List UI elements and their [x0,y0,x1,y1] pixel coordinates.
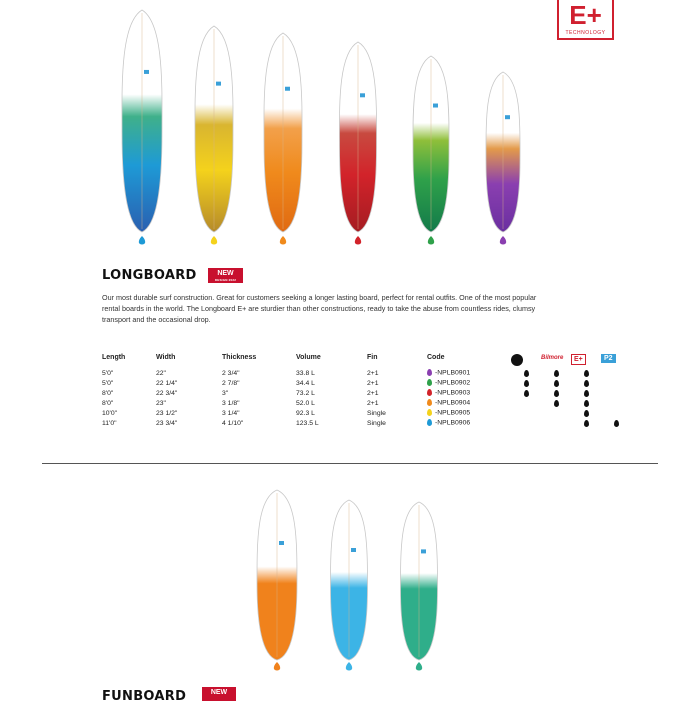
spec-fin: 2+1 [367,399,379,407]
header-tech-bilmore [541,354,571,368]
header-fin: Fin [367,354,378,361]
funboard-images [0,480,700,680]
board-logo-icon [285,87,290,91]
availability-drop-icon [554,400,559,407]
tech-availability-cell [571,388,601,398]
board-logo-icon [351,548,356,552]
tech-availability-cell [571,368,601,378]
longboard-specs [102,354,631,428]
new-badge [208,268,243,283]
color-drop-icon [428,236,434,245]
color-drop-icon [139,236,145,245]
tech-availability-cell [571,398,601,408]
header-length: Length [102,354,126,361]
tech-availability-cell [511,368,541,378]
spec-length: 11'0" [102,419,117,427]
availability-drop-icon [584,420,589,427]
color-drop-icon [416,662,422,671]
tech-availability-cell [541,378,571,388]
spec-header-row [102,354,631,368]
longboard-description [102,292,612,325]
availability-drop-icon [554,380,559,387]
spec-fin: 2+1 [367,379,379,387]
spec-row [102,408,631,418]
color-drop-icon [274,662,280,671]
availability-drop-icon [584,380,589,387]
tech-availability-cell [601,368,631,378]
tech-availability-cell [541,368,571,378]
description-line: rental boards in the world. The Longboard E+ are sturdier than other constructions, ready to take the abuse from countless rides, clumsy [102,304,536,313]
spec-volume: 34.4 L [296,379,315,387]
spec-length: 10'0" [102,409,118,417]
tech-availability-cell [601,408,631,418]
spec-row [102,368,631,378]
color-drop-icon [427,409,432,416]
header-thickness: Thickness [222,354,257,361]
spec-row [102,378,631,388]
longboard-gallery [0,0,700,250]
spec-width: 23 3/4" [156,419,178,427]
color-drop-icon [280,236,286,245]
board-logo-icon [216,82,221,86]
spec-width: 23" [156,399,166,407]
availability-drop-icon [524,390,529,397]
spec-thickness: 3" [222,389,229,397]
board-logo-icon [144,70,149,74]
availability-drop-icon [554,390,559,397]
spec-thickness: 4 1/10" [222,419,244,427]
tech-availability-cell [601,388,631,398]
spec-code [427,378,511,388]
spec-row [102,418,631,428]
color-drop-icon [427,369,432,376]
color-drop-icon [427,379,432,386]
code-text: -NPLB0904 [435,399,471,407]
spec-code [427,408,511,418]
header-code: Code [427,354,445,361]
section-divider [42,463,658,464]
spec-table [102,354,631,428]
color-drop-icon [427,419,432,426]
header-tech-eplus [571,354,601,368]
spec-fin: 2+1 [367,369,379,377]
board-logo-icon [505,115,510,119]
color-drop-icon [427,389,432,396]
spec-width: 22 1/4" [156,379,178,387]
board-logo-icon [433,104,438,108]
spec-thickness: 2 3/4" [222,369,240,377]
tech-availability-cell [511,408,541,418]
spec-width: 22 3/4" [156,389,178,397]
funboard-gallery [0,480,700,680]
tech-availability-cell [541,388,571,398]
tech-availability-cell [601,398,631,408]
spec-width: 23 1/2" [156,409,178,417]
new-badge [202,687,236,701]
board-logo-icon [421,549,426,553]
new-badge-label: NEW [210,689,228,696]
tech-availability-cell [511,378,541,388]
availability-drop-icon [584,410,589,417]
availability-drop-icon [524,370,529,377]
availability-drop-icon [584,390,589,397]
availability-drop-icon [614,420,619,427]
eplus-logo-subtext: TECHNOLOGY [565,30,606,36]
spec-volume: 92.3 L [296,409,315,417]
tech-availability-cell [511,418,541,428]
board-logo-icon [360,93,365,97]
header-volume: Volume [296,354,321,361]
spec-row [102,388,631,398]
tech-availability-cell [571,408,601,418]
tech-availability-cell [571,418,601,428]
spec-length: 5'0" [102,379,114,387]
tech-availability-cell [601,378,631,388]
header-tech-eco [511,354,541,368]
availability-drop-icon [584,370,589,377]
spec-row [102,398,631,408]
tech-availability-cell [541,408,571,418]
color-drop-icon [355,236,361,245]
color-drop-icon [346,662,352,671]
spec-code [427,388,511,398]
board-logo-icon [279,541,284,545]
eplus-logo-text: E+ [569,0,602,30]
tech-availability-cell [541,398,571,408]
description-line: transport and the occasional drop. [102,315,211,324]
spec-thickness: 3 1/8" [222,399,240,407]
availability-drop-icon [584,400,589,407]
spec-code [427,398,511,408]
spec-volume: 33.8 L [296,369,315,377]
tech-availability-cell [541,418,571,428]
eplus-logo-icon: E+ [571,354,586,365]
tech-availability-cell [511,388,541,398]
code-text: -NPLB0906 [435,419,471,427]
color-drop-icon [427,399,432,406]
description-line: Our most durable surf construction. Great for customers seeking a longer lasting board, perfect for rental outfits. One of the most popular [102,293,537,302]
spec-volume: 73.2 L [296,389,315,397]
header-width: Width [156,354,176,361]
spec-thickness: 2 7/8" [222,379,240,387]
tech-availability-cell [601,418,631,428]
color-drop-icon [500,236,506,245]
spec-volume: 123.5 L [296,419,319,427]
longboard-title: LONGBOARD [102,268,197,283]
funboard-title: FUNBOARD [102,689,187,704]
spec-volume: 52.0 L [296,399,315,407]
spec-fin: 2+1 [367,389,379,397]
p2-logo-icon: P2 [601,354,616,363]
spec-code [427,418,511,428]
code-text: -NPLB0901 [435,369,471,377]
spec-length: 8'0" [102,389,114,397]
availability-drop-icon [524,380,529,387]
color-drop-icon [211,236,217,245]
longboard-images [0,0,700,250]
spec-thickness: 3 1/4" [222,409,240,417]
spec-code [427,368,511,378]
code-text: -NPLB0905 [435,409,471,417]
spec-fin: Single [367,419,386,427]
header-tech-p2 [601,354,631,368]
tech-availability-cell [571,378,601,388]
tech-availability-cell [511,398,541,408]
new-badge-label: NEW [217,270,234,277]
new-badge-sub: DESIGN 2022 [214,278,237,282]
bilmore-logo-icon: Bilmore [541,355,564,361]
code-text: -NPLB0902 [435,379,471,387]
spec-width: 22" [156,369,166,377]
spec-length: 8'0" [102,399,114,407]
eco-logo-icon [511,354,523,366]
code-text: -NPLB0903 [435,389,471,397]
spec-fin: Single [367,409,386,417]
spec-length: 5'0" [102,369,114,377]
availability-drop-icon [554,370,559,377]
